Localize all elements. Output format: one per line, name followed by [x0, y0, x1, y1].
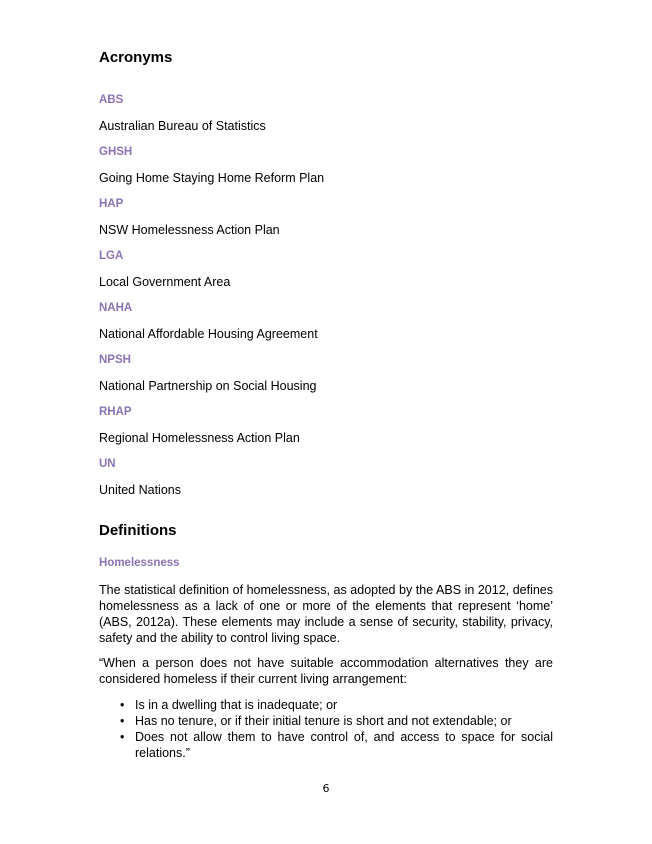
list-item-text: Has no tenure, or if their initial tenure is short and not extendable; or — [135, 714, 512, 728]
acronym-term: UN — [99, 458, 116, 470]
acronyms-heading: Acronyms — [99, 49, 173, 66]
acronym-term: RHAP — [99, 406, 132, 418]
bullet-icon: • — [120, 730, 125, 744]
acronym-definition: Australian Bureau of Statistics — [99, 119, 266, 133]
acronym-definition: United Nations — [99, 483, 181, 497]
homelessness-heading: Homelessness — [99, 557, 180, 569]
list-item — [99, 697, 553, 713]
acronym-term: GHSH — [99, 146, 133, 158]
acronym-term: HAP — [99, 198, 124, 210]
list-item-text: Does not allow them to have control of, and access to space for social relations.” — [135, 730, 553, 760]
acronym-definition: Local Government Area — [99, 275, 231, 289]
list-item — [99, 713, 553, 729]
acronym-definition: Going Home Staying Home Reform Plan — [99, 171, 325, 185]
acronym-definition: National Partnership on Social Housing — [99, 379, 317, 393]
acronym-term: NPSH — [99, 354, 131, 366]
acronym-definition: National Affordable Housing Agreement — [99, 327, 318, 341]
homelessness-bullet-list — [99, 697, 553, 761]
definitions-heading: Definitions — [99, 522, 177, 539]
homelessness-quote-paragraph: “When a person does not have suitable accommodation alternatives they are considered homeless if their current living arrangement: — [99, 656, 553, 686]
acronym-term: LGA — [99, 250, 124, 262]
acronym-definition: NSW Homelessness Action Plan — [99, 223, 280, 237]
bullet-icon: • — [120, 698, 125, 712]
homelessness-paragraph: The statistical definition of homelessness, as adopted by the ABS in 2012, defines homelessness as a lack of one or more of the elements that represent ‘home’ (ABS, 2012a). These elements may include a sense of security, stability, privacy, safety and the ability to control living space. — [99, 583, 553, 645]
page-number: 6 — [322, 782, 330, 795]
acronym-definition: Regional Homelessness Action Plan — [99, 431, 300, 445]
acronym-term: ABS — [99, 94, 124, 106]
acronym-term: NAHA — [99, 302, 133, 314]
list-item-text: Is in a dwelling that is inadequate; or — [135, 698, 338, 712]
list-item — [99, 729, 553, 761]
bullet-icon: • — [120, 714, 125, 728]
